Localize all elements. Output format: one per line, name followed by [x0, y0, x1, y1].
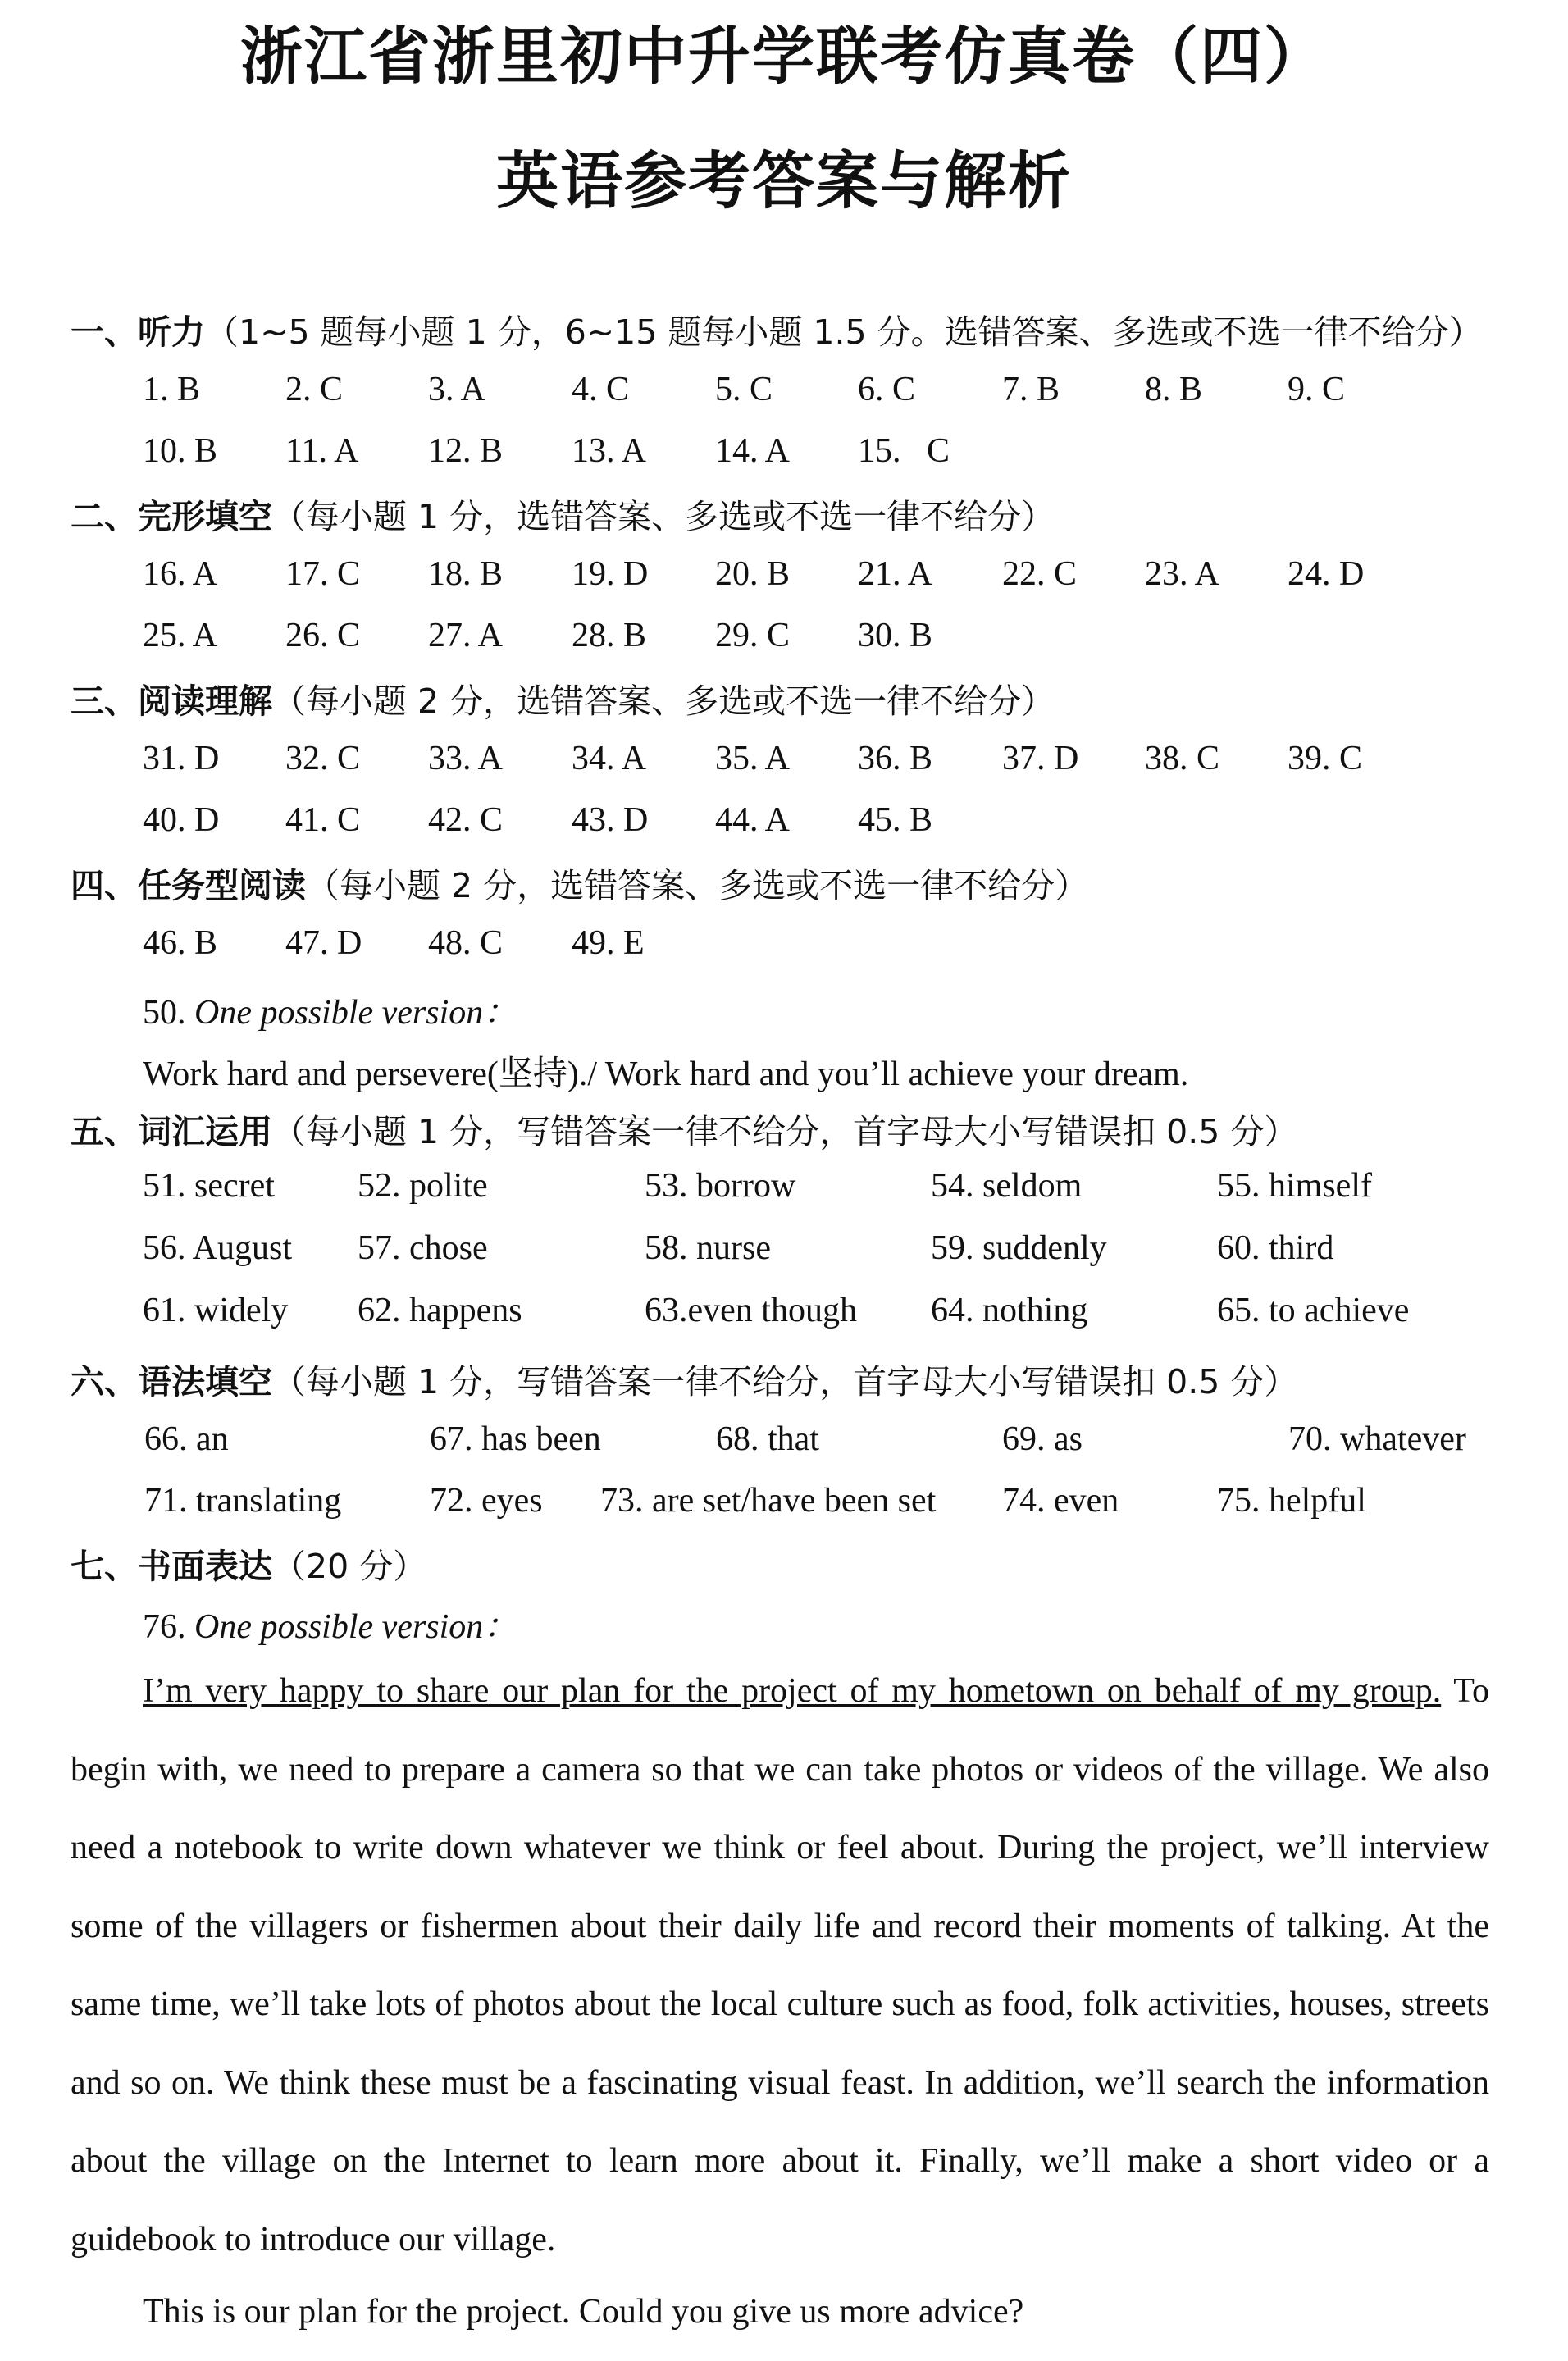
answer: 26. C [285, 617, 361, 654]
answer: 11. A [285, 432, 359, 470]
answer: 58. nurse [645, 1229, 771, 1267]
answer: 59. suddenly [931, 1229, 1107, 1267]
answer: 75. helpful [1217, 1482, 1366, 1520]
answer: 73. are set/have been set [600, 1482, 937, 1520]
answer: 33. A [428, 740, 504, 777]
answer: 71. translating [144, 1482, 342, 1520]
essay-body [71, 1652, 1489, 2279]
answer: 43. D [572, 801, 649, 839]
essay-closing: This is our plan for the project. Could you give us more advice? [143, 2293, 1024, 2331]
answer: 57. chose [358, 1229, 488, 1267]
answer: 28. B [572, 617, 647, 654]
answer: 34. A [572, 740, 647, 777]
answer: 32. C [285, 740, 361, 777]
q76-version-line: 76. One possible version： [143, 1608, 518, 1646]
answer: 38. C [1145, 740, 1220, 777]
answer: 44. A [715, 801, 791, 839]
q50-version-line: 50. One possible version： [143, 994, 518, 1032]
answer: 51. secret [143, 1167, 275, 1205]
essay-main-text: To begin with, we need to prepare a camera so that we can take photos or videos of the village. We also need a notebook to write down whatever we think or feel about. During the project, we’ll interview some of the villagers or fishermen about their daily life and record their moments of talking. At the same time, we’ll take lots of photos about the local culture such as food, folk activities, houses, streets and so on. We think these must be a fascinating visual feast. In addition, we’ll search the information about the village on the Internet to learn more about it. Finally, we’ll make a short video or a guidebook to introduce our village. [71, 1672, 1489, 2258]
answer: 62. happens [358, 1292, 522, 1329]
answer: 17. C [285, 555, 361, 593]
answer: 69. as [1002, 1420, 1083, 1458]
answer: 68. that [716, 1420, 819, 1458]
answer: 72. eyes [430, 1482, 543, 1520]
answer: 20. B [715, 555, 791, 593]
answer: 65. to achieve [1217, 1292, 1410, 1329]
answer: 25. A [143, 617, 218, 654]
answer: 15. C [858, 432, 950, 470]
answer: 8. B [1145, 371, 1203, 408]
q50-answer: Work hard and persevere(坚持)./ Work hard and you’ll achieve your dream. [143, 1055, 1189, 1093]
section-heading-cloze: 二、完形填空（每小题 1 分，选错答案、多选或不选一律不给分） [71, 497, 1055, 536]
answer: 74. even [1002, 1482, 1119, 1520]
answer: 12. B [428, 432, 504, 470]
answer: 29. C [715, 617, 791, 654]
answer: 7. B [1002, 371, 1060, 408]
answer: 6. C [858, 371, 916, 408]
answer: 55. himself [1217, 1167, 1372, 1205]
answer: 22. C [1002, 555, 1078, 593]
answer: 45. B [858, 801, 933, 839]
answer: 35. A [715, 740, 791, 777]
section-heading-listening: 一、听力（1~5 题每小题 1 分，6~15 题每小题 1.5 分。选错答案、多选或不选一律不给分） [71, 312, 1483, 352]
answer: 53. borrow [645, 1167, 796, 1205]
answer: 19. D [572, 555, 649, 593]
answer: 1. B [143, 371, 201, 408]
answer: 60. third [1217, 1229, 1334, 1267]
page-title: 浙江省浙里初中升学联考仿真卷（四） [240, 20, 1328, 93]
section-heading-writing: 七、书面表达（20 分） [71, 1547, 427, 1586]
answer: 64. nothing [931, 1292, 1088, 1329]
answer: 13. A [572, 432, 647, 470]
answer: 21. A [858, 555, 933, 593]
answer: 54. seldom [931, 1167, 1083, 1205]
section-heading-reading: 三、阅读理解（每小题 2 分，选错答案、多选或不选一律不给分） [71, 681, 1055, 721]
answer: 39. C [1288, 740, 1363, 777]
answer: 52. polite [358, 1167, 488, 1205]
answer: 9. C [1288, 371, 1346, 408]
answer: 5. C [715, 371, 773, 408]
answer: 37. D [1002, 740, 1079, 777]
answer: 30. B [858, 617, 933, 654]
essay-paragraph [71, 1652, 1489, 2279]
essay-opening-sentence: I’m very happy to share our plan for the project of my hometown on behalf of my group. [143, 1672, 1442, 1710]
answer: 2. C [285, 371, 344, 408]
answer: 14. A [715, 432, 791, 470]
answer: 67. has been [430, 1420, 601, 1458]
answer: 18. B [428, 555, 504, 593]
answer: 63.even though [645, 1292, 857, 1329]
answer: 47. D [285, 924, 362, 962]
answer: 56. August [143, 1229, 293, 1267]
answer: 70. whatever [1288, 1420, 1466, 1458]
section-heading-task-reading: 四、任务型阅读（每小题 2 分，选错答案、多选或不选一律不给分） [71, 866, 1089, 905]
answer: 3. A [428, 371, 486, 408]
answer: 27. A [428, 617, 504, 654]
page-subtitle: 英语参考答案与解析 [496, 144, 1072, 217]
answer: 46. B [143, 924, 218, 962]
answer: 42. C [428, 801, 504, 839]
answer: 31. D [143, 740, 220, 777]
answer: 41. C [285, 801, 361, 839]
section-heading-grammar: 六、语法填空（每小题 1 分，写错答案一律不给分，首字母大小写错误扣 0.5 分） [71, 1362, 1298, 1402]
answer: 36. B [858, 740, 933, 777]
section-heading-vocabulary: 五、词汇运用（每小题 1 分，写错答案一律不给分，首字母大小写错误扣 0.5 分） [71, 1112, 1298, 1151]
answer: 49. E [572, 924, 645, 962]
answer: 10. B [143, 432, 218, 470]
answer: 4. C [572, 371, 630, 408]
answer: 61. widely [143, 1292, 289, 1329]
answer: 23. A [1145, 555, 1220, 593]
answer: 66. an [144, 1420, 229, 1458]
answer: 48. C [428, 924, 504, 962]
answer: 40. D [143, 801, 220, 839]
answer: 16. A [143, 555, 218, 593]
answer: 24. D [1288, 555, 1365, 593]
